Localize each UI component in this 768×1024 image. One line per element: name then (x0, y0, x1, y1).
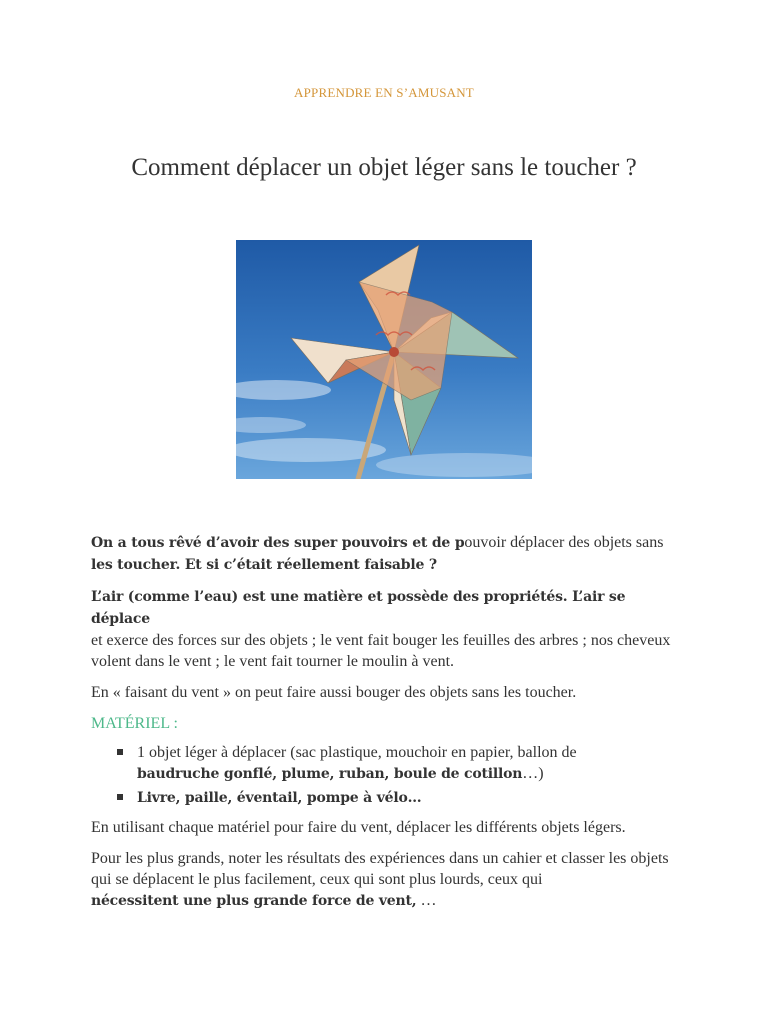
page-title: Comment déplacer un objet léger sans le toucher ? (131, 154, 637, 181)
article-body (91, 532, 681, 922)
materiel-list (91, 742, 681, 809)
wind-paragraph: En « faisant du vent » on peut faire aussi bouger des objets sans les toucher. (91, 684, 577, 701)
section-kicker: APPRENDRE EN S’AMUSANT (294, 85, 474, 100)
list-item: Livre, paille, éventail, pompe à vélo… (137, 787, 681, 809)
air-paragraph: L’air (comme l’eau) est une matière et possède des propriétés. L’air se déplace et exerce des forces sur des objets ; le vent fait bouger les feuilles des arbres ; nos cheveux volent dans le vent ; le vent fait tourner le moulin à vent. (91, 589, 671, 670)
intro-paragraph: On a tous rêvé d’avoir des super pouvoirs et de pouvoir déplacer des objets sans les toucher. Et si c’était réellement faisable ? (91, 534, 664, 573)
older-kids-paragraph: Pour les plus grands, noter les résultats des expériences dans un cahier et classer les objets qui se déplacent le plus facilement, ceux qui sont plus lourds, ceux qui nécessitent une plus grande force de vent, … (91, 850, 669, 909)
list-item: 1 objet léger à déplacer (sac plastique, mouchoir en papier, ballon de baudruche gonflé, plume, ruban, boule de cotillon…) (137, 742, 681, 785)
usage-paragraph: En utilisant chaque matériel pour faire du vent, déplacer les différents objets légers. (91, 819, 626, 836)
pinwheel-photo (236, 240, 532, 479)
materiel-heading: MATÉRIEL : (91, 715, 178, 732)
